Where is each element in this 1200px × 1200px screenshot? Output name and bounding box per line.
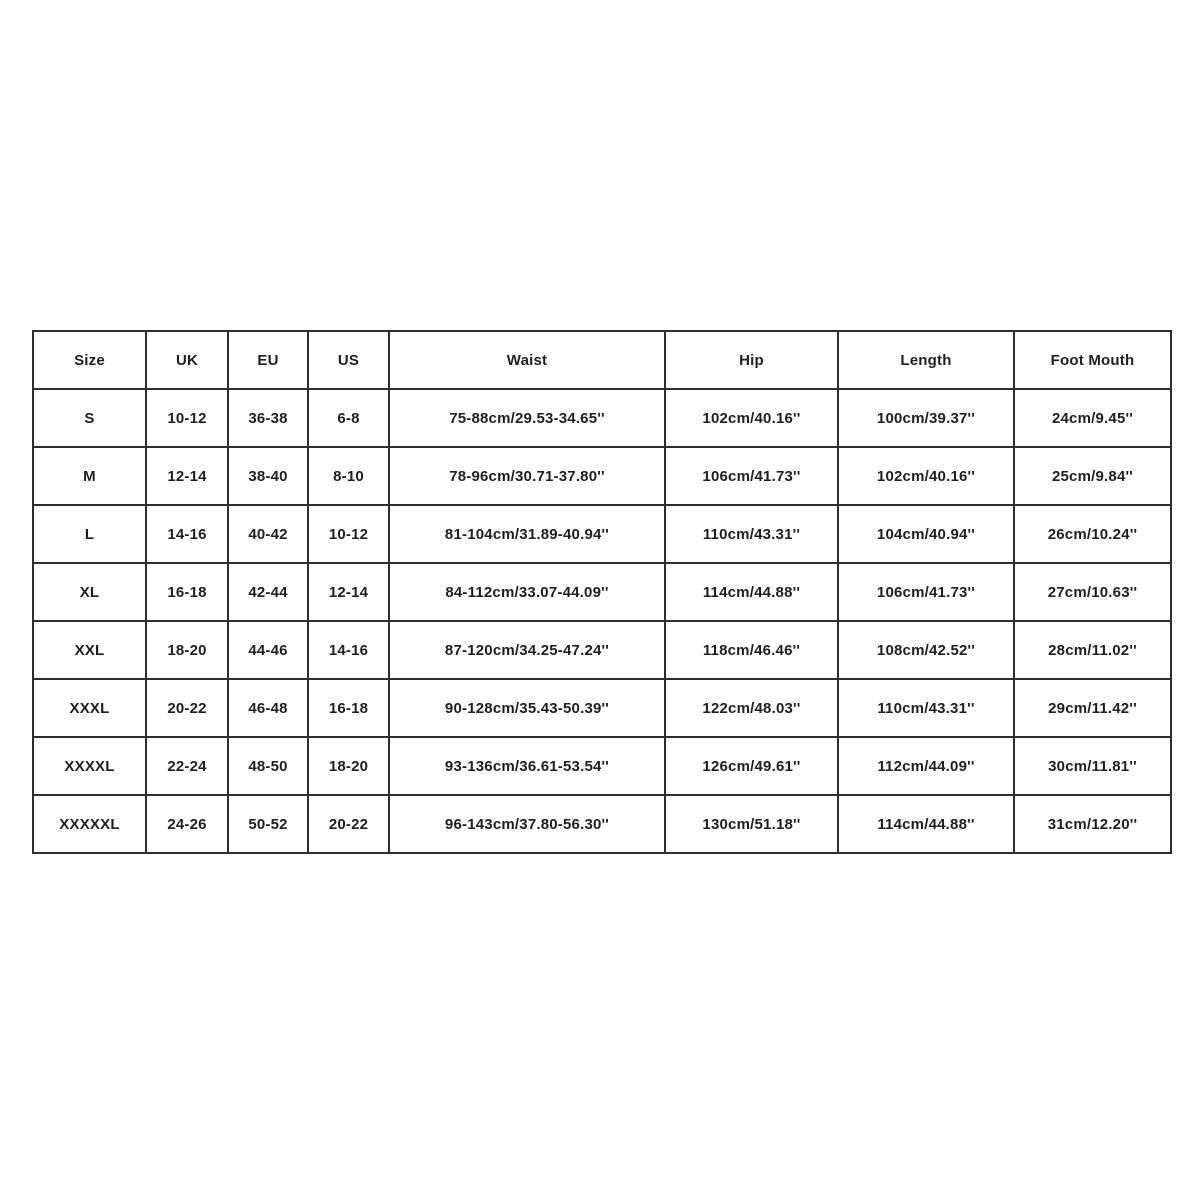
table-cell: 100cm/39.37'' (838, 389, 1014, 447)
table-cell: 12-14 (146, 447, 228, 505)
table-row (33, 505, 1171, 563)
table-cell: 40-42 (228, 505, 308, 563)
table-cell: 102cm/40.16'' (838, 447, 1014, 505)
table-cell: 6-8 (308, 389, 389, 447)
table-cell: 20-22 (308, 795, 389, 853)
table-cell: 81-104cm/31.89-40.94'' (389, 505, 665, 563)
table-cell: 78-96cm/30.71-37.80'' (389, 447, 665, 505)
size-chart-table (32, 330, 1172, 854)
table-cell: 22-24 (146, 737, 228, 795)
table-cell: 110cm/43.31'' (838, 679, 1014, 737)
table-cell: 114cm/44.88'' (838, 795, 1014, 853)
table-cell: 96-143cm/37.80-56.30'' (389, 795, 665, 853)
table-cell: 50-52 (228, 795, 308, 853)
table-cell: 48-50 (228, 737, 308, 795)
table-cell: 12-14 (308, 563, 389, 621)
table-cell: 31cm/12.20'' (1014, 795, 1171, 853)
table-cell: XXXL (33, 679, 146, 737)
table-row (33, 737, 1171, 795)
column-header-hip: Hip (665, 331, 838, 389)
size-chart-body (33, 389, 1171, 853)
table-cell: 114cm/44.88'' (665, 563, 838, 621)
table-row (33, 795, 1171, 853)
table-cell: 126cm/49.61'' (665, 737, 838, 795)
table-cell: 16-18 (308, 679, 389, 737)
column-header-uk: UK (146, 331, 228, 389)
table-cell: XXXXL (33, 737, 146, 795)
table-cell: L (33, 505, 146, 563)
table-cell: 18-20 (308, 737, 389, 795)
table-cell: 75-88cm/29.53-34.65'' (389, 389, 665, 447)
table-cell: 104cm/40.94'' (838, 505, 1014, 563)
table-cell: 27cm/10.63'' (1014, 563, 1171, 621)
table-cell: 122cm/48.03'' (665, 679, 838, 737)
table-cell: XXL (33, 621, 146, 679)
column-header-eu: EU (228, 331, 308, 389)
table-cell: 130cm/51.18'' (665, 795, 838, 853)
table-cell: 93-136cm/36.61-53.54'' (389, 737, 665, 795)
table-cell: 90-128cm/35.43-50.39'' (389, 679, 665, 737)
table-cell: 106cm/41.73'' (665, 447, 838, 505)
table-cell: XL (33, 563, 146, 621)
table-cell: 118cm/46.46'' (665, 621, 838, 679)
table-cell: 106cm/41.73'' (838, 563, 1014, 621)
size-chart-header (33, 331, 1171, 389)
table-cell: 38-40 (228, 447, 308, 505)
table-cell: 25cm/9.84'' (1014, 447, 1171, 505)
table-cell: 10-12 (146, 389, 228, 447)
table-cell: 24-26 (146, 795, 228, 853)
size-chart (32, 330, 1170, 870)
table-cell: 14-16 (146, 505, 228, 563)
table-row (33, 389, 1171, 447)
table-cell: 110cm/43.31'' (665, 505, 838, 563)
table-row (33, 447, 1171, 505)
column-header-size: Size (33, 331, 146, 389)
table-cell: 16-18 (146, 563, 228, 621)
column-header-us: US (308, 331, 389, 389)
column-header-length: Length (838, 331, 1014, 389)
table-cell: XXXXXL (33, 795, 146, 853)
table-cell: 108cm/42.52'' (838, 621, 1014, 679)
table-cell: 28cm/11.02'' (1014, 621, 1171, 679)
table-row (33, 563, 1171, 621)
column-header-foot-mouth: Foot Mouth (1014, 331, 1171, 389)
table-cell: 87-120cm/34.25-47.24'' (389, 621, 665, 679)
header-row (33, 331, 1171, 389)
table-cell: 46-48 (228, 679, 308, 737)
table-cell: 84-112cm/33.07-44.09'' (389, 563, 665, 621)
table-cell: 24cm/9.45'' (1014, 389, 1171, 447)
table-cell: 44-46 (228, 621, 308, 679)
table-cell: 42-44 (228, 563, 308, 621)
table-cell: 18-20 (146, 621, 228, 679)
table-row (33, 621, 1171, 679)
table-cell: 26cm/10.24'' (1014, 505, 1171, 563)
table-row (33, 679, 1171, 737)
table-cell: M (33, 447, 146, 505)
table-cell: 30cm/11.81'' (1014, 737, 1171, 795)
table-cell: 8-10 (308, 447, 389, 505)
table-cell: 29cm/11.42'' (1014, 679, 1171, 737)
table-cell: 20-22 (146, 679, 228, 737)
table-cell: 36-38 (228, 389, 308, 447)
table-cell: 14-16 (308, 621, 389, 679)
table-cell: S (33, 389, 146, 447)
column-header-waist: Waist (389, 331, 665, 389)
table-cell: 112cm/44.09'' (838, 737, 1014, 795)
table-cell: 102cm/40.16'' (665, 389, 838, 447)
table-cell: 10-12 (308, 505, 389, 563)
